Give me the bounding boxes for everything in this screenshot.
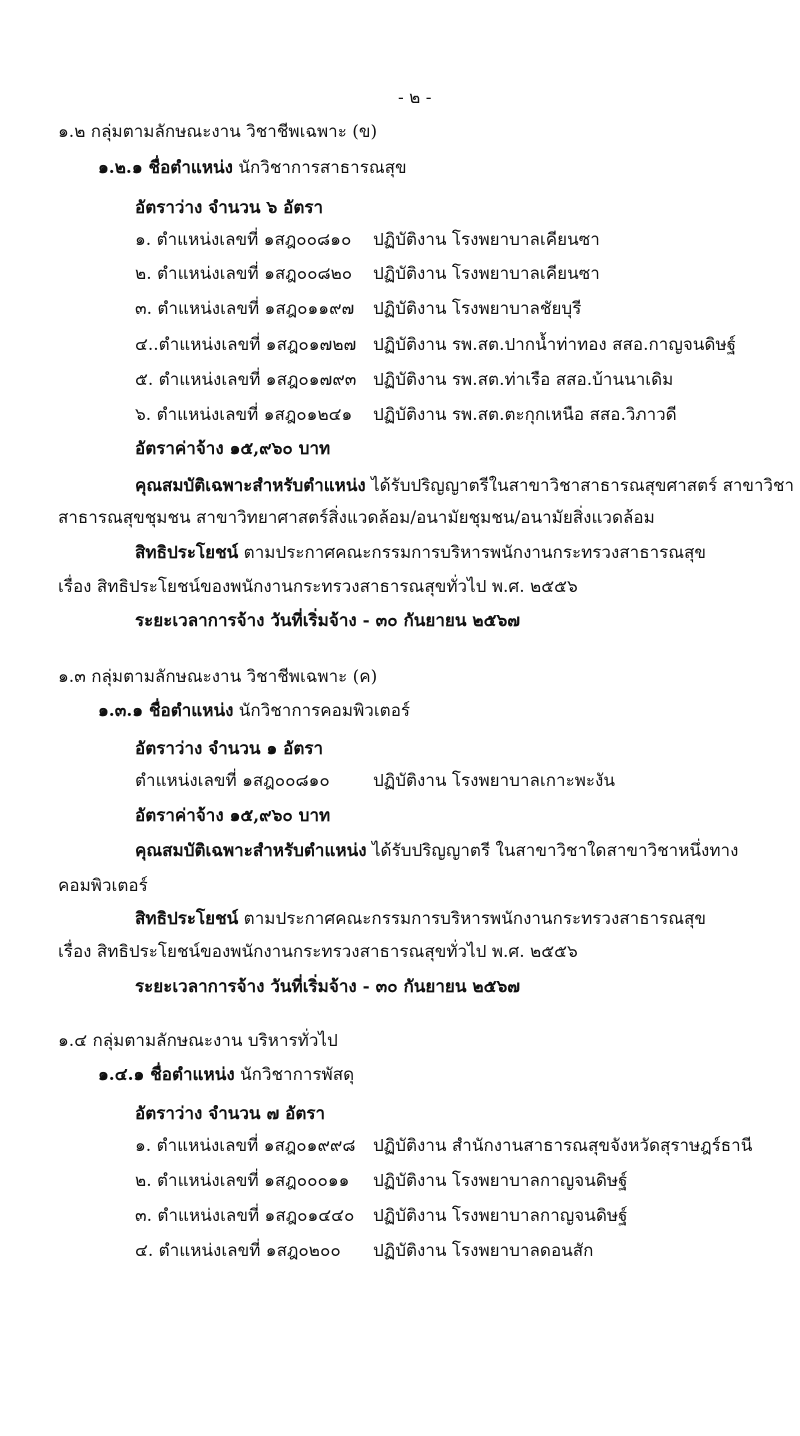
position-label: ๑.๓.๑ ชื่อตำแหน่ง [98, 701, 234, 721]
wage-rate: อัตราค่าจ้าง ๑๕,๙๖๐ บาท [135, 806, 331, 826]
qualification-text: ได้รับปริญญาตรี ในสาขาวิชาใดสาขาวิชาหนึ่งทาง [371, 841, 739, 861]
benefit-label: สิทธิประโยชน์ [135, 543, 239, 563]
work-location: ปฏิบัติงาน โรงพยาบาลดอนสัก [373, 1241, 594, 1261]
position-number: ๒. ตำแหน่งเลขที่ ๑สฎ๐๐๐๑๑ [135, 1171, 350, 1191]
position-row [135, 407, 677, 424]
position-title [98, 703, 410, 720]
qualification-line [135, 477, 794, 494]
qualification-label: คุณสมบัติเฉพาะสำหรับตำแหน่ง [135, 841, 367, 861]
position-number: ๓. ตำแหน่งเลขที่ ๑สฎ๐๑๑๙๗ [135, 299, 355, 319]
qualification-label: คุณสมบัติเฉพาะสำหรับตำแหน่ง [135, 475, 366, 495]
position-row [135, 301, 581, 318]
position-row [135, 232, 600, 249]
benefit-text: ตามประกาศคณะกรรมการบริหารพนักงานกระทรวงสาธารณสุข [243, 543, 707, 563]
position-number: ๒. ตำแหน่งเลขที่ ๑สฎ๐๐๘๒๐ [135, 264, 353, 284]
position-row [135, 1208, 627, 1225]
work-location: ปฏิบัติงาน โรงพยาบาลเคียนซา [373, 264, 600, 284]
position-label: ๑.๔.๑ ชื่อตำแหน่ง [98, 1065, 235, 1085]
employment-period: ระยะเวลาการจ้าง วันที่เริ่มจ้าง - ๓๐ กันยายน ๒๕๖๗ [135, 977, 521, 997]
work-location: ปฏิบัติงาน โรงพยาบาลเคียนซา [373, 230, 600, 250]
position-number: ๑. ตำแหน่งเลขที่ ๑สฎ๐๑๙๙๘ [135, 1136, 356, 1156]
position-label: ๑.๒.๑ ชื่อตำแหน่ง [98, 158, 233, 178]
position-title [98, 1067, 354, 1084]
position-row [135, 1243, 593, 1260]
qualification-line [135, 843, 738, 860]
work-location: ปฏิบัติงาน รพ.สต.ตะกุกเหนือ สสอ.วิภาวดี [373, 405, 677, 425]
position-number: ๑. ตำแหน่งเลขที่ ๑สฎ๐๐๘๑๐ [135, 230, 352, 250]
benefit-text: ตามประกาศคณะกรรมการบริหารพนักงานกระทรวงสาธารณสุข [243, 909, 707, 929]
position-number: ๕. ตำแหน่งเลขที่ ๑สฎ๐๑๗๙๓ [135, 370, 357, 390]
benefit-continuation: เรื่อง สิทธิประโยชน์ของพนักงานกระทรวงสาธารณสุขทั่วไป พ.ศ. ๒๕๕๖ [58, 577, 578, 597]
position-number: ๓. ตำแหน่งเลขที่ ๑สฎ๐๑๔๔๐ [135, 1206, 355, 1226]
work-location: ปฏิบัติงาน รพ.สต.ท่าเรือ สสอ.บ้านนาเดิม [373, 370, 674, 390]
benefit-line [135, 545, 706, 562]
position-name: นักวิชาการพัสดุ [240, 1065, 355, 1085]
qualification-continuation: คอมพิวเตอร์ [58, 876, 148, 896]
position-row [135, 337, 736, 354]
position-number: ๔. ตำแหน่งเลขที่ ๑สฎ๐๒๐๐ [135, 1241, 341, 1261]
wage-rate: อัตราค่าจ้าง ๑๕,๙๖๐ บาท [135, 439, 331, 459]
work-location: ปฏิบัติงาน โรงพยาบาลเกาะพะงัน [373, 771, 615, 791]
position-name: นักวิชาการคอมพิวเตอร์ [238, 701, 411, 721]
position-number: ตำแหน่งเลขที่ ๑สฎ๐๐๘๑๐ [135, 771, 330, 791]
vacancy-count: อัตราว่าง จำนวน ๗ อัตรา [135, 1104, 326, 1124]
position-title [98, 160, 407, 177]
position-row [135, 372, 673, 389]
section-heading: ๑.๒ กลุ่มตามลักษณะงาน วิชาชีพเฉพาะ (ข) [58, 122, 378, 142]
section-heading: ๑.๔ กลุ่มตามลักษณะงาน บริหารทั่วไป [58, 1031, 338, 1051]
work-location: ปฏิบัติงาน โรงพยาบาลกาญจนดิษฐ์ [373, 1206, 628, 1226]
section-heading: ๑.๓ กลุ่มตามลักษณะงาน วิชาชีพเฉพาะ (ค) [58, 667, 378, 687]
employment-period: ระยะเวลาการจ้าง วันที่เริ่มจ้าง - ๓๐ กันยายน ๒๕๖๗ [135, 611, 521, 631]
benefit-line [135, 911, 706, 928]
position-number: ๔..ตำแหน่งเลขที่ ๑สฎ๐๑๗๒๗ [135, 335, 357, 355]
position-row [135, 773, 615, 790]
position-row [135, 1138, 752, 1155]
vacancy-count: อัตราว่าง จำนวน ๖ อัตรา [135, 198, 324, 218]
position-name: นักวิชาการสาธารณสุข [238, 158, 407, 178]
work-location: ปฏิบัติงาน สำนักงานสาธารณสุขจังหวัดสุราษฎร์ธานี [373, 1136, 753, 1156]
page-number: - ๒ - [398, 88, 432, 108]
position-number: ๖. ตำแหน่งเลขที่ ๑สฎ๐๑๒๔๑ [135, 405, 353, 425]
vacancy-count: อัตราว่าง จำนวน ๑ อัตรา [135, 739, 324, 759]
benefit-continuation: เรื่อง สิทธิประโยชน์ของพนักงานกระทรวงสาธารณสุขทั่วไป พ.ศ. ๒๕๕๖ [58, 942, 578, 962]
qualification-continuation: สาธารณสุขชุมชน สาขาวิทยาศาสตร์สิ่งแวดล้อม/อนามัยชุมชน/อนามัยสิ่งแวดล้อม [58, 508, 655, 528]
position-row [135, 1173, 627, 1190]
work-location: ปฏิบัติงาน โรงพยาบาลกาญจนดิษฐ์ [373, 1171, 628, 1191]
benefit-label: สิทธิประโยชน์ [135, 909, 239, 929]
qualification-text: ได้รับปริญญาตรีในสาขาวิชาสาธารณสุขศาสตร์ สาขาวิชา [371, 475, 795, 495]
work-location: ปฏิบัติงาน โรงพยาบาลชัยบุรี [373, 299, 582, 319]
work-location: ปฏิบัติงาน รพ.สต.ปากน้ำท่าทอง สสอ.กาญจนดิษฐ์ [373, 335, 737, 355]
position-row [135, 266, 600, 283]
